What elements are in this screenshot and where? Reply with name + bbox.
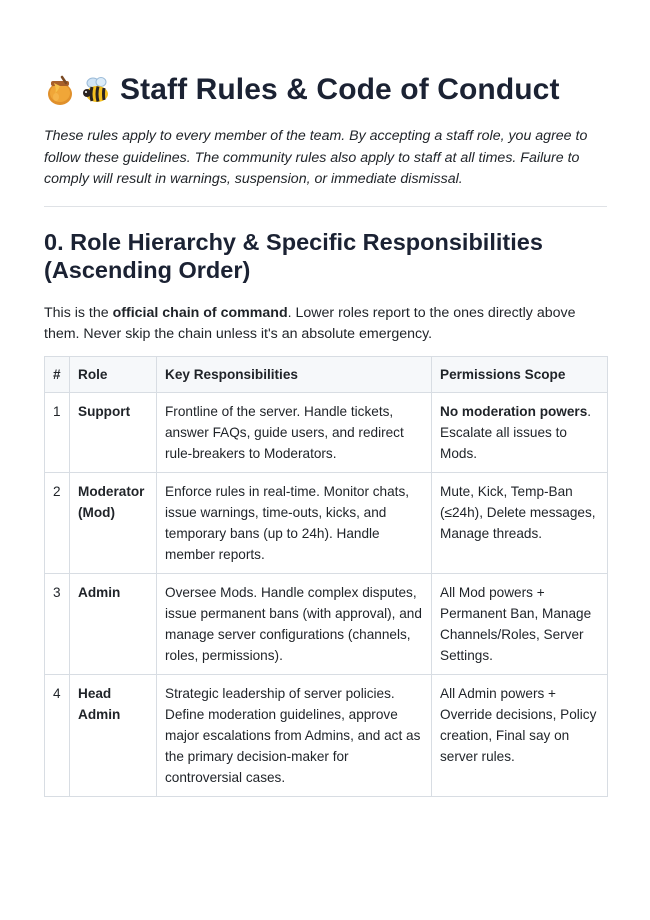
row-role: Moderator (Mod) bbox=[70, 472, 157, 573]
row-permissions bbox=[432, 674, 608, 796]
row-role: Head Admin bbox=[70, 674, 157, 796]
scope-text: Mute, Kick, Temp-Ban (≤24h), Delete messages, Manage threads. bbox=[440, 483, 596, 541]
lead-bold: official chain of command bbox=[112, 304, 288, 321]
scope-text: All Mod powers + Permanent Ban, Manage Channels/Roles, Server Settings. bbox=[440, 584, 592, 663]
row-responsibilities: Oversee Mods. Handle complex disputes, issue permanent bans (with approval), and manage server configurations (channels, roles, permissions). bbox=[157, 573, 432, 674]
page-title: Staff Rules & Code of Conduct bbox=[120, 73, 560, 106]
row-permissions bbox=[432, 392, 608, 472]
table-row bbox=[45, 674, 608, 796]
scope-text: . Escalate all issues to Mods. bbox=[440, 403, 592, 461]
row-num: 2 bbox=[45, 472, 70, 573]
row-num: 1 bbox=[45, 392, 70, 472]
role-hierarchy-table bbox=[44, 356, 608, 797]
intro-paragraph: These rules apply to every member of the team. By accepting a staff role, you agree to follow these guidelines. The community rules also apply to staff at all times. Failure to comply will result in warnings, suspension, or immediate dismissal. bbox=[44, 128, 588, 187]
row-num: 4 bbox=[45, 674, 70, 796]
row-permissions bbox=[432, 573, 608, 674]
header-role: Role bbox=[70, 356, 157, 392]
table-row bbox=[45, 392, 608, 472]
lead-prefix: This is the bbox=[44, 304, 113, 321]
row-responsibilities: Frontline of the server. Handle tickets, answer FAQs, guide users, and redirect rule-breakers to Moderators. bbox=[157, 392, 432, 472]
row-num: 3 bbox=[45, 573, 70, 674]
section-lead bbox=[44, 303, 607, 345]
lead-suffix: . Lower roles report to the ones directly above them. Never skip the chain unless it's an absolute emergency. bbox=[44, 304, 576, 342]
header-num: # bbox=[45, 356, 70, 392]
title-row bbox=[44, 68, 607, 112]
row-responsibilities: Strategic leadership of server policies. Define moderation guidelines, approve major escalations from Admins, and act as the primary decision-maker for controversial cases. bbox=[157, 674, 432, 796]
table-header-row bbox=[45, 356, 608, 392]
row-permissions bbox=[432, 472, 608, 573]
table-row bbox=[45, 472, 608, 573]
header-responsibilities: Key Responsibilities bbox=[157, 356, 432, 392]
header-permissions: Permissions Scope bbox=[432, 356, 608, 392]
honey-pot-icon bbox=[44, 73, 76, 107]
table-row bbox=[45, 573, 608, 674]
scope-text: All Admin powers + Override decisions, Policy creation, Final say on server rules. bbox=[440, 685, 597, 764]
row-role: Admin bbox=[70, 573, 157, 674]
bee-icon bbox=[80, 73, 112, 107]
scope-bold: No moderation powers bbox=[440, 403, 588, 419]
row-responsibilities: Enforce rules in real-time. Monitor chats, issue warnings, time-outs, kicks, and temporary bans (up to 24h). Handle member reports. bbox=[157, 472, 432, 573]
divider bbox=[44, 206, 607, 207]
row-role: Support bbox=[70, 392, 157, 472]
section-heading: 0. Role Hierarchy & Specific Responsibilities (Ascending Order) bbox=[44, 228, 543, 283]
